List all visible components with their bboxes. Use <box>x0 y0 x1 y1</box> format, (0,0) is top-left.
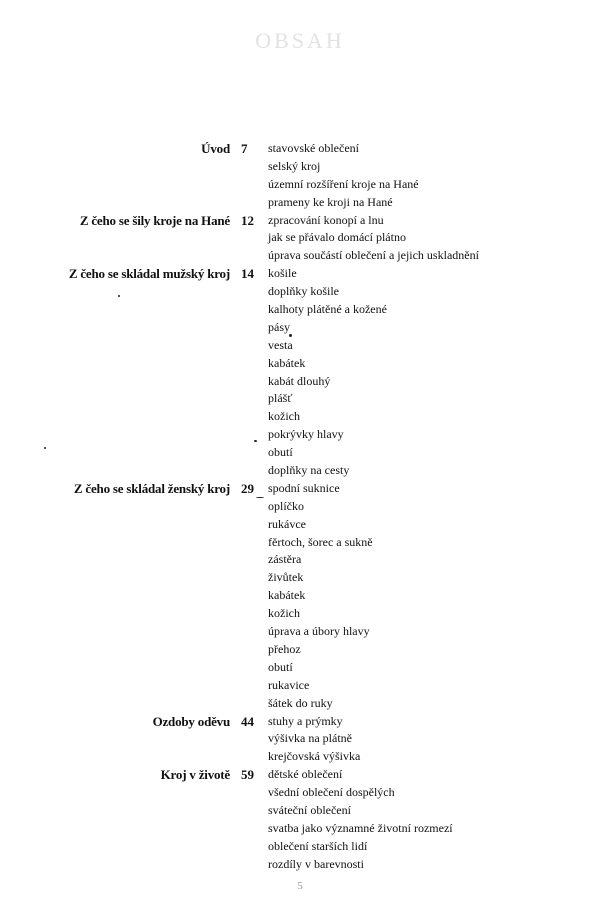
toc-row <box>0 229 600 247</box>
toc-row <box>0 605 600 623</box>
subsection-item: jak se přávalo domácí plátno <box>268 230 406 245</box>
toc-row <box>0 820 600 838</box>
toc-row <box>0 265 600 283</box>
subsection-item: kabátek <box>268 355 306 370</box>
toc-row <box>0 408 600 426</box>
toc-row <box>0 462 600 480</box>
toc-row <box>0 766 600 784</box>
subsection-item: vesta <box>268 337 293 352</box>
subsection-item: pásy <box>268 319 290 334</box>
subsection-item: krejčovská výšivka <box>268 749 361 764</box>
subsection-item: územní rozšíření kroje na Hané <box>268 176 419 191</box>
subsection-item: kožich <box>268 409 300 424</box>
section-page-number: 12 <box>241 212 254 228</box>
toc-row <box>0 659 600 677</box>
toc-row <box>0 641 600 659</box>
subsection-item: živůtek <box>268 570 304 585</box>
toc-row <box>0 551 600 569</box>
toc-row <box>0 444 600 462</box>
toc-row <box>0 677 600 695</box>
subsection-item: doplňky na cesty <box>268 463 350 478</box>
toc-row <box>0 569 600 587</box>
subsection-item: oplíčko <box>268 498 304 513</box>
subsection-item: svatba jako významné životní rozmezí <box>268 820 453 835</box>
toc-row <box>0 623 600 641</box>
table-of-contents <box>0 140 600 874</box>
section-page-number: 14 <box>241 266 254 282</box>
subsection-item: úprava a úbory hlavy <box>268 624 370 639</box>
toc-row <box>0 480 600 498</box>
subsection-item: zástěra <box>268 552 302 567</box>
subsection-item: sváteční oblečení <box>268 802 351 817</box>
subsection-item: zpracování konopí a lnu <box>268 212 384 227</box>
subsection-item: dětské oblečení <box>268 767 343 782</box>
toc-row <box>0 748 600 766</box>
toc-row <box>0 247 600 265</box>
section-title: Z čeho se skládal mužský kroj <box>68 266 230 282</box>
subsection-item: oblečení starších lidí <box>268 838 368 853</box>
toc-row <box>0 498 600 516</box>
toc-row <box>0 158 600 176</box>
subsection-item: kalhoty plátěné a kožené <box>268 302 387 317</box>
page-header: OBSAH <box>255 28 345 53</box>
subsection-item: přehoz <box>268 641 301 656</box>
toc-row <box>0 730 600 748</box>
subsection-item: doplňky košile <box>268 284 339 299</box>
subsection-item: selský kroj <box>268 158 321 173</box>
toc-row <box>0 140 600 158</box>
toc-row <box>0 373 600 391</box>
section-page-number: 29 <box>241 480 254 496</box>
scan-speck <box>256 497 264 498</box>
subsection-item: rukávce <box>268 516 306 531</box>
toc-row <box>0 784 600 802</box>
toc-row <box>0 426 600 444</box>
scan-speck <box>254 440 257 442</box>
subsection-item: rukavice <box>268 677 310 692</box>
toc-row <box>0 838 600 856</box>
toc-row <box>0 390 600 408</box>
toc-row <box>0 337 600 355</box>
section-title: Z čeho se šily kroje na Hané <box>79 212 230 228</box>
section-title: Kroj v životě <box>160 767 230 783</box>
toc-row <box>0 802 600 820</box>
toc-row <box>0 355 600 373</box>
toc-row <box>0 516 600 534</box>
subsection-item: spodní suknice <box>268 480 340 495</box>
toc-row <box>0 301 600 319</box>
subsection-item: všední oblečení dospělých <box>268 785 395 800</box>
section-title: Ozdoby oděvu <box>152 713 230 729</box>
subsection-item: rozdíly v barevnosti <box>268 856 364 871</box>
subsection-item: kožich <box>268 606 300 621</box>
toc-row <box>0 212 600 230</box>
toc-row <box>0 283 600 301</box>
toc-row <box>0 713 600 731</box>
scan-speck <box>44 447 46 449</box>
subsection-item: stuhy a prýmky <box>268 713 343 728</box>
section-title: Úvod <box>201 141 230 156</box>
subsection-item: stavovské oblečení <box>268 141 359 155</box>
subsection-item: kabátek <box>268 588 306 603</box>
subsection-item: pokrývky hlavy <box>268 427 344 442</box>
page-number: 5 <box>297 880 303 892</box>
subsection-item: košile <box>268 266 297 281</box>
section-page-number: 44 <box>241 713 254 729</box>
toc-row <box>0 176 600 194</box>
subsection-item: výšivka na plátně <box>268 731 352 746</box>
toc-row <box>0 695 600 713</box>
scan-speck <box>118 295 120 297</box>
section-page-number: 59 <box>241 767 254 783</box>
section-title: Z čeho se skládal ženský kroj <box>73 480 230 496</box>
toc-row <box>0 194 600 212</box>
subsection-item: prameny ke kroji na Hané <box>268 194 393 209</box>
subsection-item: kabát dlouhý <box>268 373 331 388</box>
toc-row <box>0 319 600 337</box>
subsection-item: šátek do ruky <box>268 695 333 710</box>
toc-row <box>0 856 600 874</box>
toc-row <box>0 587 600 605</box>
toc-row <box>0 534 600 552</box>
subsection-item: obutí <box>268 445 293 460</box>
subsection-item: plášť <box>268 391 293 406</box>
subsection-item: fěrtoch, šorec a sukně <box>268 534 373 549</box>
subsection-item: obutí <box>268 659 293 674</box>
subsection-item: úprava součástí oblečení a jejich uskladnění <box>268 248 479 263</box>
scan-speck <box>289 334 292 337</box>
section-page-number: 7 <box>241 141 248 156</box>
